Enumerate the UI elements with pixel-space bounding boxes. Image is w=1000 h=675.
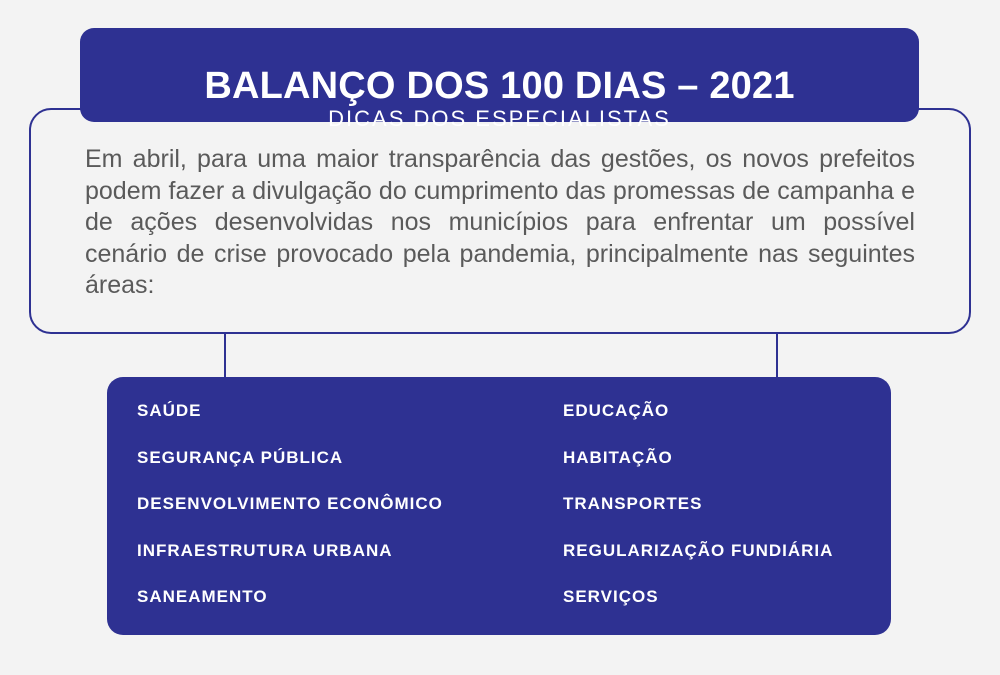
page-subtitle: DICAS DOS ESPECIALISTAS [328, 106, 671, 131]
area-item: SAÚDE [137, 401, 202, 420]
area-item: HABITAÇÃO [563, 447, 673, 467]
area-item: SERVIÇOS [563, 587, 659, 606]
intro-box [29, 108, 971, 334]
area-item: DESENVOLVIMENTO ECONÔMICO [137, 494, 443, 513]
header-banner [80, 28, 919, 131]
area-item: REGULARIZAÇÃO FUNDIÁRIA [563, 540, 834, 560]
area-item: SEGURANÇA PÚBLICA [137, 447, 344, 467]
connector-line-left [224, 333, 226, 378]
connector-line-right [776, 333, 778, 378]
area-item: EDUCAÇÃO [563, 401, 670, 420]
areas-box [107, 377, 891, 635]
area-item: SANEAMENTO [137, 587, 268, 606]
area-item: TRANSPORTES [563, 494, 703, 513]
intro-text: Em abril, para uma maior transparência das gestões, os novos prefeitos podem fazer a divulgação do cumprimento das promessas de campanha e de ações desenvolvidas nos municípios para enfrentar um possível cenário de crise provocado pela pandemia, principalmente nas seguintes áreas: [85, 145, 915, 299]
areas-column-left [137, 401, 443, 634]
areas-column-right [563, 401, 833, 634]
area-item: INFRAESTRUTURA URBANA [137, 540, 393, 560]
page-title: BALANÇO DOS 100 DIAS – 2021 [204, 65, 795, 107]
